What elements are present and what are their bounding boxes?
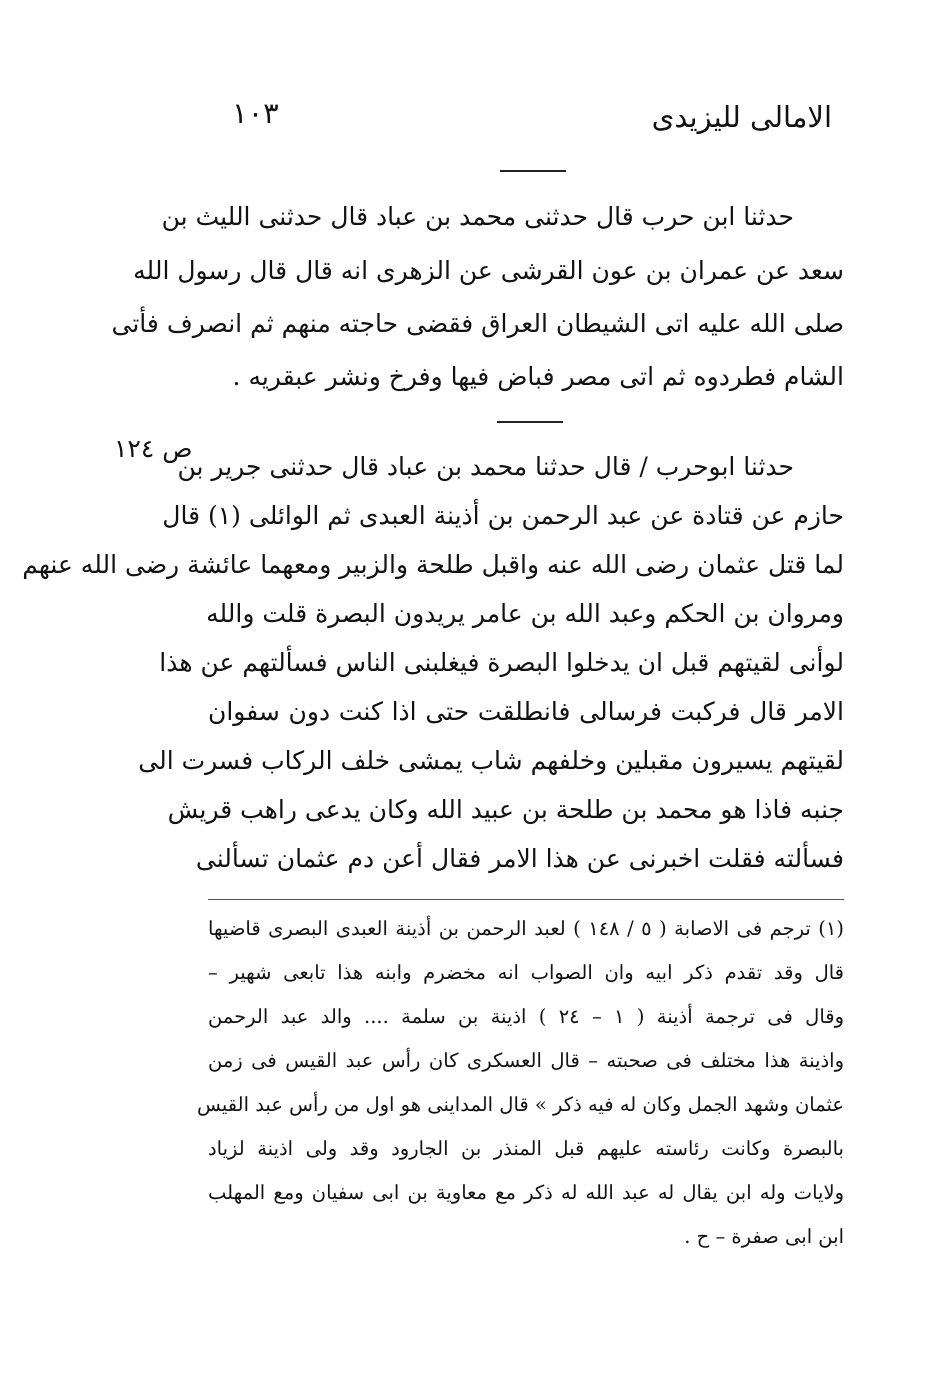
footnote-line: وقال فى ترجمة أذينة ( ١ – ٢٤ ) اذينة بن سلمة .... والد عبد الرحمن (208, 1005, 844, 1028)
text-line: جنبه فاذا هو محمد بن طلحة بن عبيد الله وكان يدعى راهب قريش (167, 795, 844, 824)
text-line: سعد عن عمران بن عون القرشى عن الزهرى انه قال قال رسول الله (133, 256, 844, 285)
text-line: حدثنا ابوحرب / قال حدثنا محمد بن عباد قال حدثنى جرير بن (177, 452, 794, 481)
footnote-line: ولايات وله ابن يقال له عبد الله له ذكر مع معاوية بن ابى سفيان ومع المهلب (208, 1181, 844, 1204)
footnote-separator (208, 899, 844, 900)
footnote-line: بالبصرة وكانت رئاسته عليهم قبل المنذر بن الجارود وقد ولى اذينة لزياد (208, 1137, 844, 1160)
running-head-title: الامالى لليزيدى (651, 100, 832, 134)
text-line: الشام فطردوه ثم اتى مصر فباض فيها وفرخ ونشر عبقريه . (232, 362, 844, 391)
page-number: ١٠٣ (232, 96, 279, 130)
text-line: لما قتل عثمان رضى الله عنه واقبل طلحة والزبير ومعهما عائشة رضى الله عنهم (22, 550, 844, 579)
text-line: الامر قال فركبت فرسالى فانطلقت حتى اذا كنت دون سفوان (208, 697, 844, 726)
footnote-line: (١) ترجم فى الاصابة ( ٥ / ١٤٨ ) لعبد الرحمن بن أذينة العبدى البصرى قاضيها (208, 917, 845, 940)
text-line: حدثنا ابن حرب قال حدثنى محمد بن عباد قال حدثنى الليث بن (161, 202, 794, 231)
footnote-line: ابن ابى صفرة – ح . (684, 1225, 844, 1248)
footnote-line: عثمان وشهد الجمل وكان له فيه ذكر » قال المداينى هو اول من رأس عبد القيس (197, 1093, 844, 1116)
margin-page-reference: ص ١٢٤ (114, 434, 193, 463)
footnote-line: قال وقد تقدم ذكر ابيه وان الصواب انه مخضرم وابنه هذا تابعى شهير – (208, 961, 844, 984)
text-line: ومروان بن الحكم وعبد الله بن عامر يريدون البصرة قلت والله (206, 599, 844, 628)
text-line: فسألته فقلت اخبرنى عن هذا الامر فقال أعن دم عثمان تسألنى (195, 844, 844, 873)
text-line: لقيتهم يسيرون مقبلين وخلفهم شاب يمشى خلف الركاب فسرت الى (138, 746, 844, 775)
text-line: لوأنى لقيتهم قبل ان يدخلوا البصرة فيغلبنى الناس فسألتهم عن هذا (159, 648, 844, 677)
text-line: صلى الله عليه اتى الشيطان العراق فقضى حاجته منهم ثم انصرف فأتى (111, 309, 844, 338)
section-divider-top (500, 170, 566, 172)
section-divider-middle (497, 421, 563, 423)
text-line: حازم عن قتادة عن عبد الرحمن بن أذينة العبدى ثم الوائلى (١) قال (162, 501, 844, 530)
footnote-line: واذينة هذا مختلف فى صحبته – قال العسكرى كان رأس عبد القيس فى زمن (208, 1049, 844, 1072)
